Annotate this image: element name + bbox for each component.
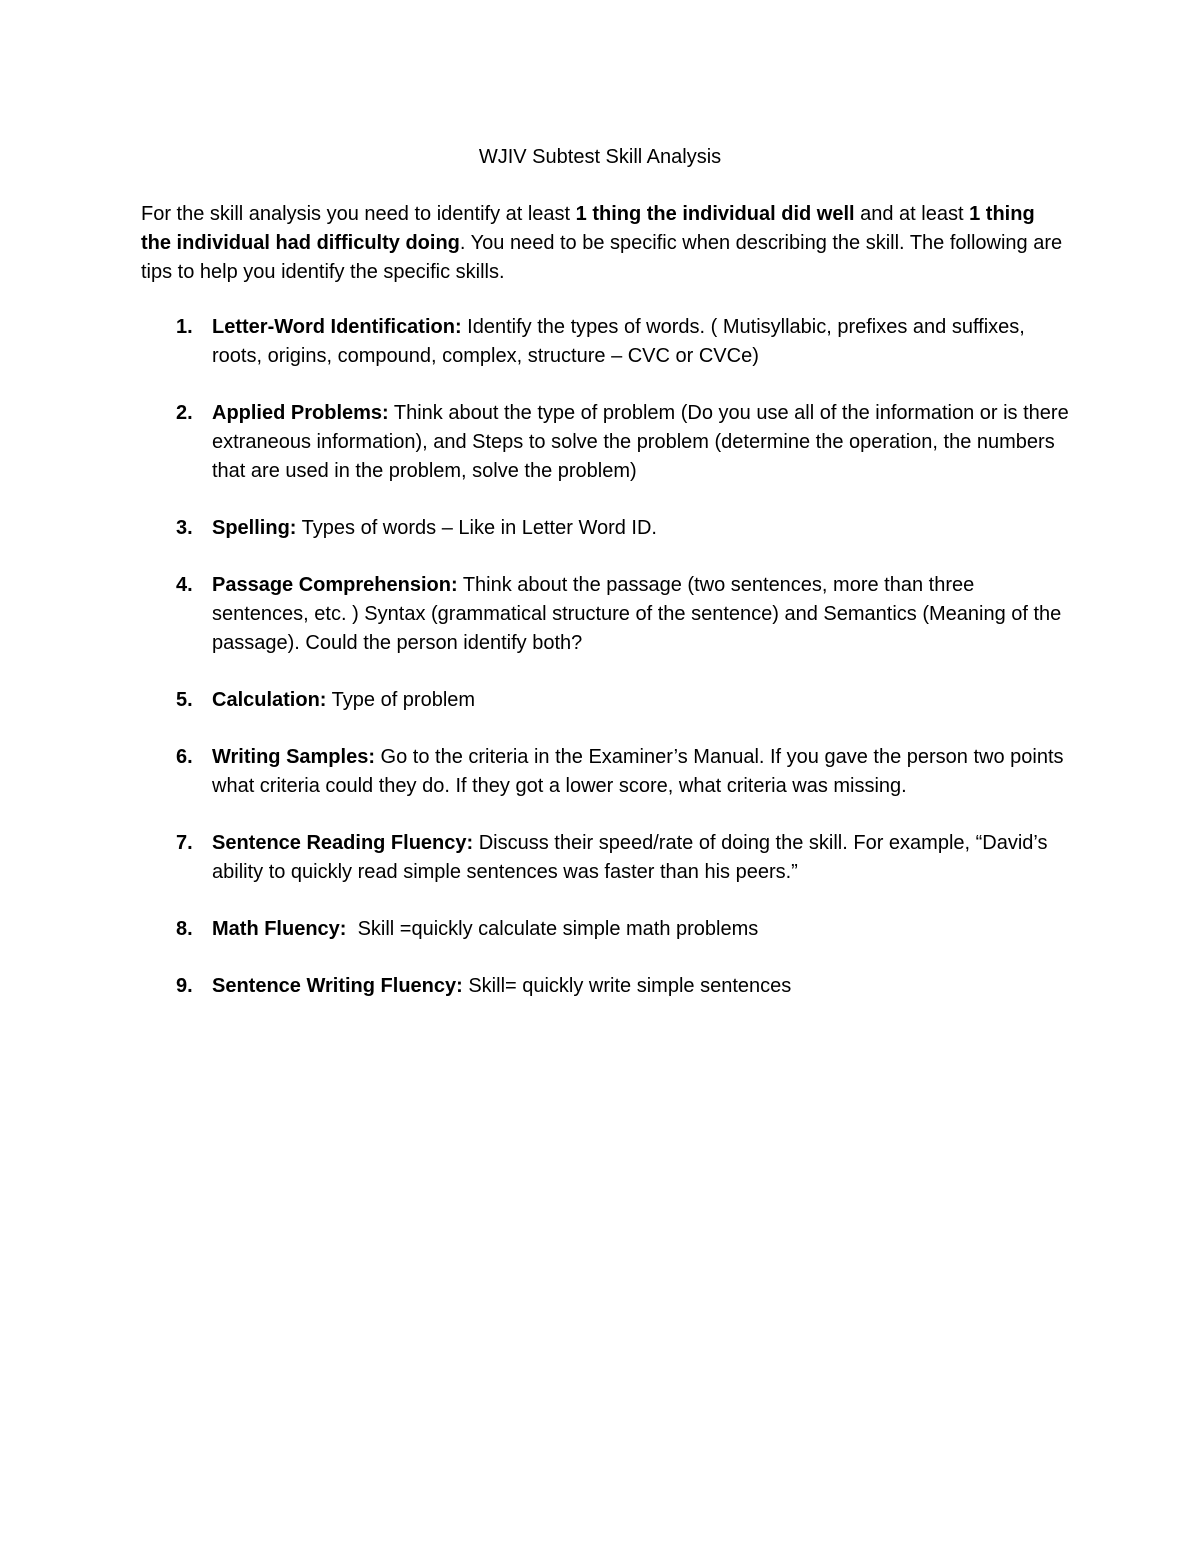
item-label: Passage Comprehension: xyxy=(212,574,458,596)
item-number: 3. xyxy=(176,517,193,539)
list-item xyxy=(141,972,1071,1001)
item-number: 4. xyxy=(176,574,193,596)
list-item xyxy=(141,514,1071,543)
item-text: Skill =quickly calculate simple math problems xyxy=(346,918,759,940)
item-number: 1. xyxy=(176,316,193,338)
item-label: Applied Problems: xyxy=(212,402,389,424)
item-label: Calculation: xyxy=(212,689,327,711)
document-title: WJIV Subtest Skill Analysis xyxy=(478,146,722,168)
item-number: 2. xyxy=(176,402,193,424)
item-text: Type of problem xyxy=(326,689,476,711)
list-item xyxy=(141,743,1071,801)
list-item xyxy=(141,313,1071,371)
item-label: Letter-Word Identification: xyxy=(212,316,462,338)
item-label: Writing Samples: xyxy=(212,746,375,768)
item-text: Identify the types of words. ( Mutisyllabic, prefixes and suffixes, roots, origins, compound, complex, structure – CVC or CVCe) xyxy=(212,316,1025,367)
item-number: 6. xyxy=(176,746,193,768)
item-number: 5. xyxy=(176,689,193,711)
item-label: Sentence Writing Fluency: xyxy=(212,975,463,997)
item-number: 8. xyxy=(176,918,193,940)
item-text: Go to the criteria in the Examiner’s Manual. If you gave the person two points what criteria could they do. If they got a lower score, what criteria was missing. xyxy=(212,746,1064,797)
list-item xyxy=(141,686,1071,715)
item-label: Math Fluency: xyxy=(212,918,347,940)
list-item xyxy=(141,571,1071,658)
intro-text-3: . You need to be specific when describing the skill. The following are tips to help you identify the specific skills. xyxy=(141,232,1063,283)
item-label: Sentence Reading Fluency: xyxy=(212,832,474,854)
item-text: Skill= quickly write simple sentences xyxy=(462,975,792,997)
intro-paragraph xyxy=(141,200,1066,287)
list-item xyxy=(141,829,1071,887)
item-label: Spelling: xyxy=(212,517,297,539)
item-text: Think about the passage (two sentences, more than three sentences, etc. ) Syntax (grammatical structure of the sentence) and Semantics (Meaning of the passage). Could the person identify both? xyxy=(212,574,1062,654)
item-number: 7. xyxy=(176,832,193,854)
item-text: Discuss their speed/rate of doing the skill. For example, “David’s ability to quickly read simple sentences was faster than his peers.” xyxy=(212,832,1048,883)
intro-bold-difficulty: 1 thing the individual had difficulty doing xyxy=(141,203,1035,254)
list-item xyxy=(141,399,1071,486)
intro-text-2: and at least xyxy=(854,203,970,225)
item-number: 9. xyxy=(176,975,193,997)
item-text: Think about the type of problem (Do you use all of the information or is there extraneous information), and Steps to solve the problem (determine the operation, the numbers that are used in the problem, solve the problem) xyxy=(212,402,1069,482)
skill-tips-list xyxy=(141,313,1071,1029)
item-text: Types of words – Like in Letter Word ID. xyxy=(296,517,657,539)
list-item xyxy=(141,915,1071,944)
intro-bold-did-well: 1 thing the individual did well xyxy=(575,203,855,225)
intro-text-1: For the skill analysis you need to identify at least xyxy=(141,203,576,225)
